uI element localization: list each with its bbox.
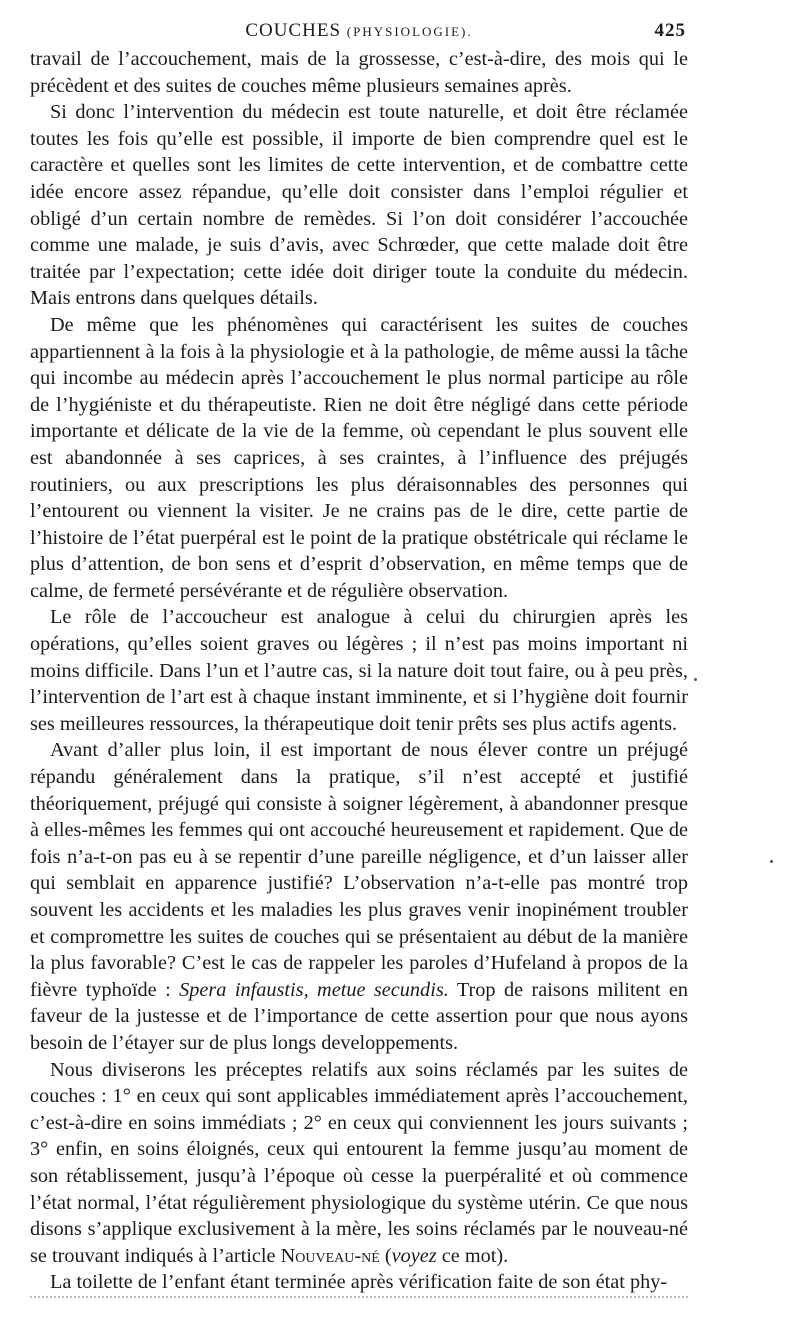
running-head [30,20,688,42]
cross-reference-term: Nouveau-né [280,1244,380,1267]
paragraph-6-text: Nous diviserons les préceptes relatifs aux soins réclamés par les suites de couches : 1° en ceux qui sont applicables immédiatement après l’accouchement, c’est-à-dire en soins immédiats ; 2° en ceux qui conviennent les jours suivants ; 3° enfin, en soins éloignés, ceux qui entourent la femme jusqu’au moment de son rétablissement, jusqu’à l’époque où cesse la puerpéralité et où commence l’état normal, l’état régulièrement physiologique du système utérin. Ce que nous disons s’applique exclusivement à la mère, les soins réclamés par le nouveau-né se trouvant indiqués à l’article [30,1058,688,1267]
paragraph-5 [30,737,688,1056]
paragraph-3: De même que les phénomènes qui caractérisent les suites de couches appartiennent à la fois à la physiologie et à la pathologie, de même aussi la tâche qui incombe au médecin après l’accouchement le plus normal participe au rôle de l’hygiéniste et du thérapeutiste. Rien ne doit être négligé dans cette période importante et délicate de la vie de la femme, où cependant le plus souvent elle est abandonnée à ses caprices, à ses craintes, à l’influence des préjugés routiniers, ou aux prescriptions les plus déraisonnables des personnes qui l’entourent ou viennent la visiter. Je ne crains pas de le dire, cette partie de l’histoire de l’état puerpéral est le point de la pratique obstétricale qui réclame le plus d’attention, de bon sens et d’esprit d’observation, en même temps que de calme, de fermeté persévérante et de régulière observation. [30,313,688,602]
paragraph-1: travail de l’accouchement, mais de la grossesse, c’est-à-dire, des mois qui le précèdent et des suites de couches même plusieurs semaines après. [30,48,688,97]
running-subtitle: (PHYSIOLOGIE). [346,24,473,39]
latin-quote: Spera infaustis, metue secundis. [179,978,449,1001]
body-text [30,46,688,1296]
cross-reference-see: voyez [391,1244,437,1267]
running-title: COUCHES [245,20,342,41]
cross-reference-open: ( [379,1244,392,1267]
page-header [30,0,688,46]
print-speck [694,678,697,681]
cross-reference-close: ce mot). [436,1244,509,1267]
paragraph-5-text-a: Avant d’aller plus loin, il est important de nous élever contre un préjugé répandu généralement dans la pratique, s’il n’est accepté et justifié théoriquement, préjugé qui consiste à soigner légèrement, à abandonner presque à elles-mêmes les femmes qui ont accouché heureusement et rapidement. Que de fois n’a-t-on pas eu à se repentir d’une pareille négligence, et d’un laisser aller qui semblait en apparence justifié? L’observation n’a-t-elle pas montré trop souvent les accidents et les maladies les plus graves venir inopinément troubler et compromettre les suites de couches qui se présentaient au début de la manière la plus favorable? C’est le cas de rappeler les paroles d’Hufeland à propos de la fièvre typhoïde : [30,739,688,1001]
page-number: 425 [654,20,686,41]
print-speck [770,860,773,863]
paragraph-2: Si donc l’intervention du médecin est toute naturelle, et doit être réclamée toutes les fois qu’elle est possible, il importe de bien comprendre quel est le caractère et quelles sont les limites de cette intervention, et de combattre cette idée encore assez répandue, qu’elle doit consister dans l’emploi régulier et obligé d’un certain nombre de remèdes. Si l’on doit considérer l’accouchée comme une malade, je suis d’avis, avec Schrœder, que cette malade doit être traitée par l’expectation; cette idée doit diriger toute la conduite du médecin. Mais entrons dans quelques détails. [30,101,688,310]
bottom-print-marks [30,1296,688,1300]
paragraph-7: La toilette de l’enfant étant terminée après vérification faite de son état phy- [50,1271,668,1294]
paragraph-5-text-b: Trop de raisons militent en faveur de la justesse et de l’importance de cette assertion pour que nous ayons besoin de l’étayer sur de plus longs developpements. [30,978,688,1054]
paragraph-6 [30,1057,688,1270]
paragraph-4: Le rôle de l’accoucheur est analogue à celui du chirurgien après les opérations, qu’elles soient graves ou légères ; il n’est pas moins important ni moins difficile. Dans l’un et l’autre cas, si la nature doit tout faire, ou à peu près, l’intervention de l’art est à chaque instant imminente, et si l’hygiène doit fournir ses meilleures ressources, la thérapeutique doit tenir prêts ses plus actifs agents. [30,606,688,735]
